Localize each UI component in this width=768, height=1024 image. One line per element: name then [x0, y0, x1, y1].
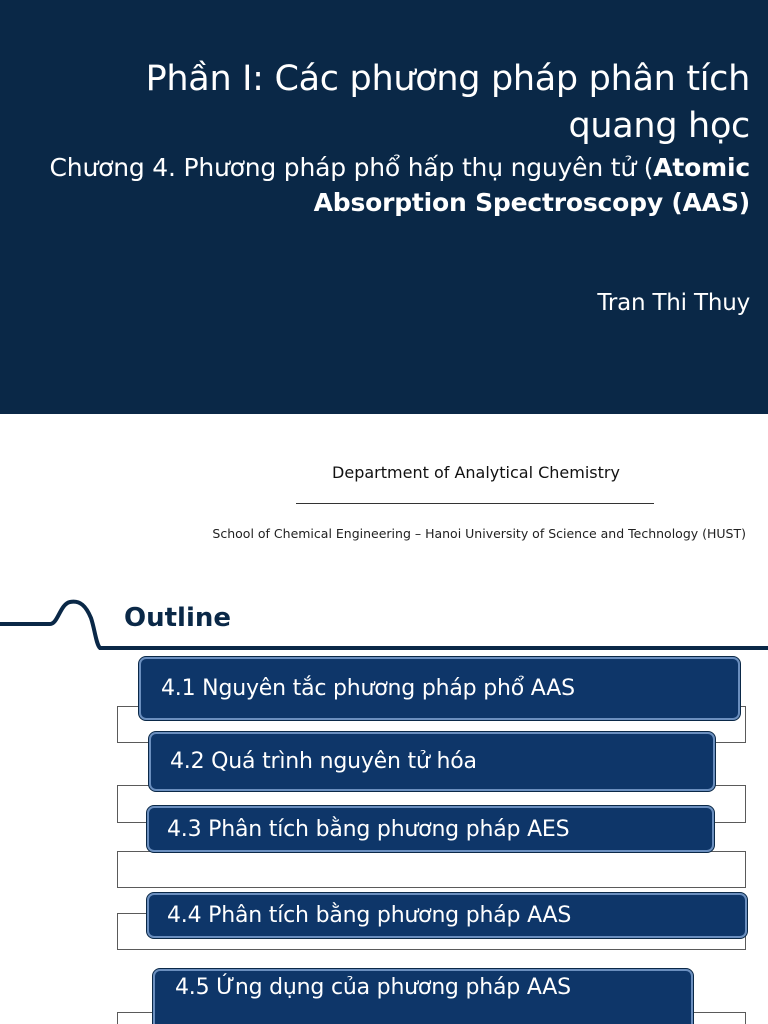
outline-item-4-2[interactable]	[149, 732, 715, 791]
outline-curve-decoration	[0, 596, 768, 656]
school-name: School of Chemical Engineering – Hanoi University of Science and Technology (HUST)	[212, 526, 746, 541]
outline-item-4-4[interactable]	[147, 893, 747, 938]
divider	[296, 503, 654, 504]
outline-item-4-1[interactable]	[139, 657, 740, 720]
slide-title: Phần I: Các phương pháp phân tích quang học	[145, 59, 750, 146]
item-back-box	[117, 851, 746, 888]
title-slide	[0, 0, 768, 414]
outline-item-label: 4.5 Ứng dụng của phương pháp AAS	[175, 975, 571, 1000]
department-name: Department of Analytical Chemistry	[332, 463, 620, 482]
outline-item-label: 4.4 Phân tích bằng phương pháp AAS	[167, 903, 572, 928]
outline-item-label: 4.2 Quá trình nguyên tử hóa	[170, 749, 477, 774]
author-name: Tran Thi Thuy	[597, 290, 750, 316]
subtitle-text: Chương 4. Phương pháp phổ hấp thụ nguyên tử (	[49, 153, 654, 182]
outline-item-label: 4.1 Nguyên tắc phương pháp phổ AAS	[161, 676, 575, 701]
outline-item-4-5[interactable]	[153, 969, 693, 1024]
outline-item-4-3[interactable]	[147, 806, 714, 852]
outline-item-label: 4.3 Phân tích bằng phương pháp AES	[167, 816, 570, 842]
outline-heading: Outline	[124, 603, 232, 633]
subtitle-bold-text: Atomic Absorption Spectroscopy (AAS)	[313, 153, 750, 217]
slide-subtitle	[30, 150, 750, 220]
